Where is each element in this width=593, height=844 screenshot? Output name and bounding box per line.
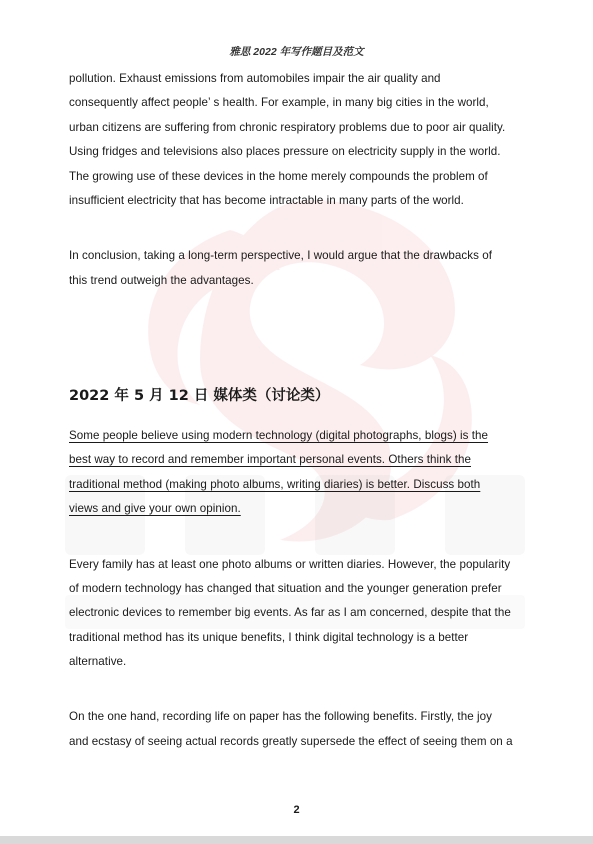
section-heading: 2022 年 5 月 12 日 媒体类（讨论类） (69, 388, 330, 404)
conclusion-line: In conclusion, taking a long-term perspective, I would argue that the drawbacks of (69, 249, 492, 262)
body-line: On the one hand, recording life on paper has the following benefits. Firstly, the joy (69, 710, 492, 723)
paragraph-line: consequently affect people’ s health. For example, in many big cities in the world, (69, 96, 489, 109)
running-header: 雅思 2022 年写作题目及范文 (229, 46, 364, 58)
paragraph-line: pollution. Exhaust emissions from automobiles impair the air quality and (69, 72, 441, 85)
intro-line: traditional method has its unique benefits, I think digital technology is a better (69, 631, 469, 644)
viewer-bottom-edge (0, 836, 593, 844)
conclusion-line: this trend outweigh the advantages. (69, 274, 254, 287)
intro-line: of modern technology has changed that situation and the younger generation prefer (69, 582, 502, 595)
paragraph-line: Using fridges and televisions also places pressure on electricity supply in the world. (69, 145, 501, 158)
intro-line: Every family has at least one photo albums or written diaries. However, the popularity (69, 558, 511, 571)
page-number: 2 (293, 804, 300, 816)
question-line: best way to record and remember important personal events. Others think the (69, 453, 471, 466)
question-line: traditional method (making photo albums, writing diaries) is better. Discuss both (69, 478, 481, 491)
question-line: Some people believe using modern technology (digital photographs, blogs) is the (69, 429, 489, 442)
intro-line: alternative. (69, 655, 127, 668)
paragraph-line: The growing use of these devices in the home merely compounds the problem of (69, 170, 488, 183)
paragraph-line: urban citizens are suffering from chronic respiratory problems due to poor air quality. (69, 121, 506, 134)
question-line: views and give your own opinion. (69, 502, 241, 515)
body-line: and ecstasy of seeing actual records greatly supersede the effect of seeing them on a (69, 735, 513, 748)
intro-line: electronic devices to remember big events. As far as I am concerned, despite that the (69, 606, 511, 619)
paragraph-line: insufficient electricity that has become intractable in many parts of the world. (69, 194, 464, 207)
